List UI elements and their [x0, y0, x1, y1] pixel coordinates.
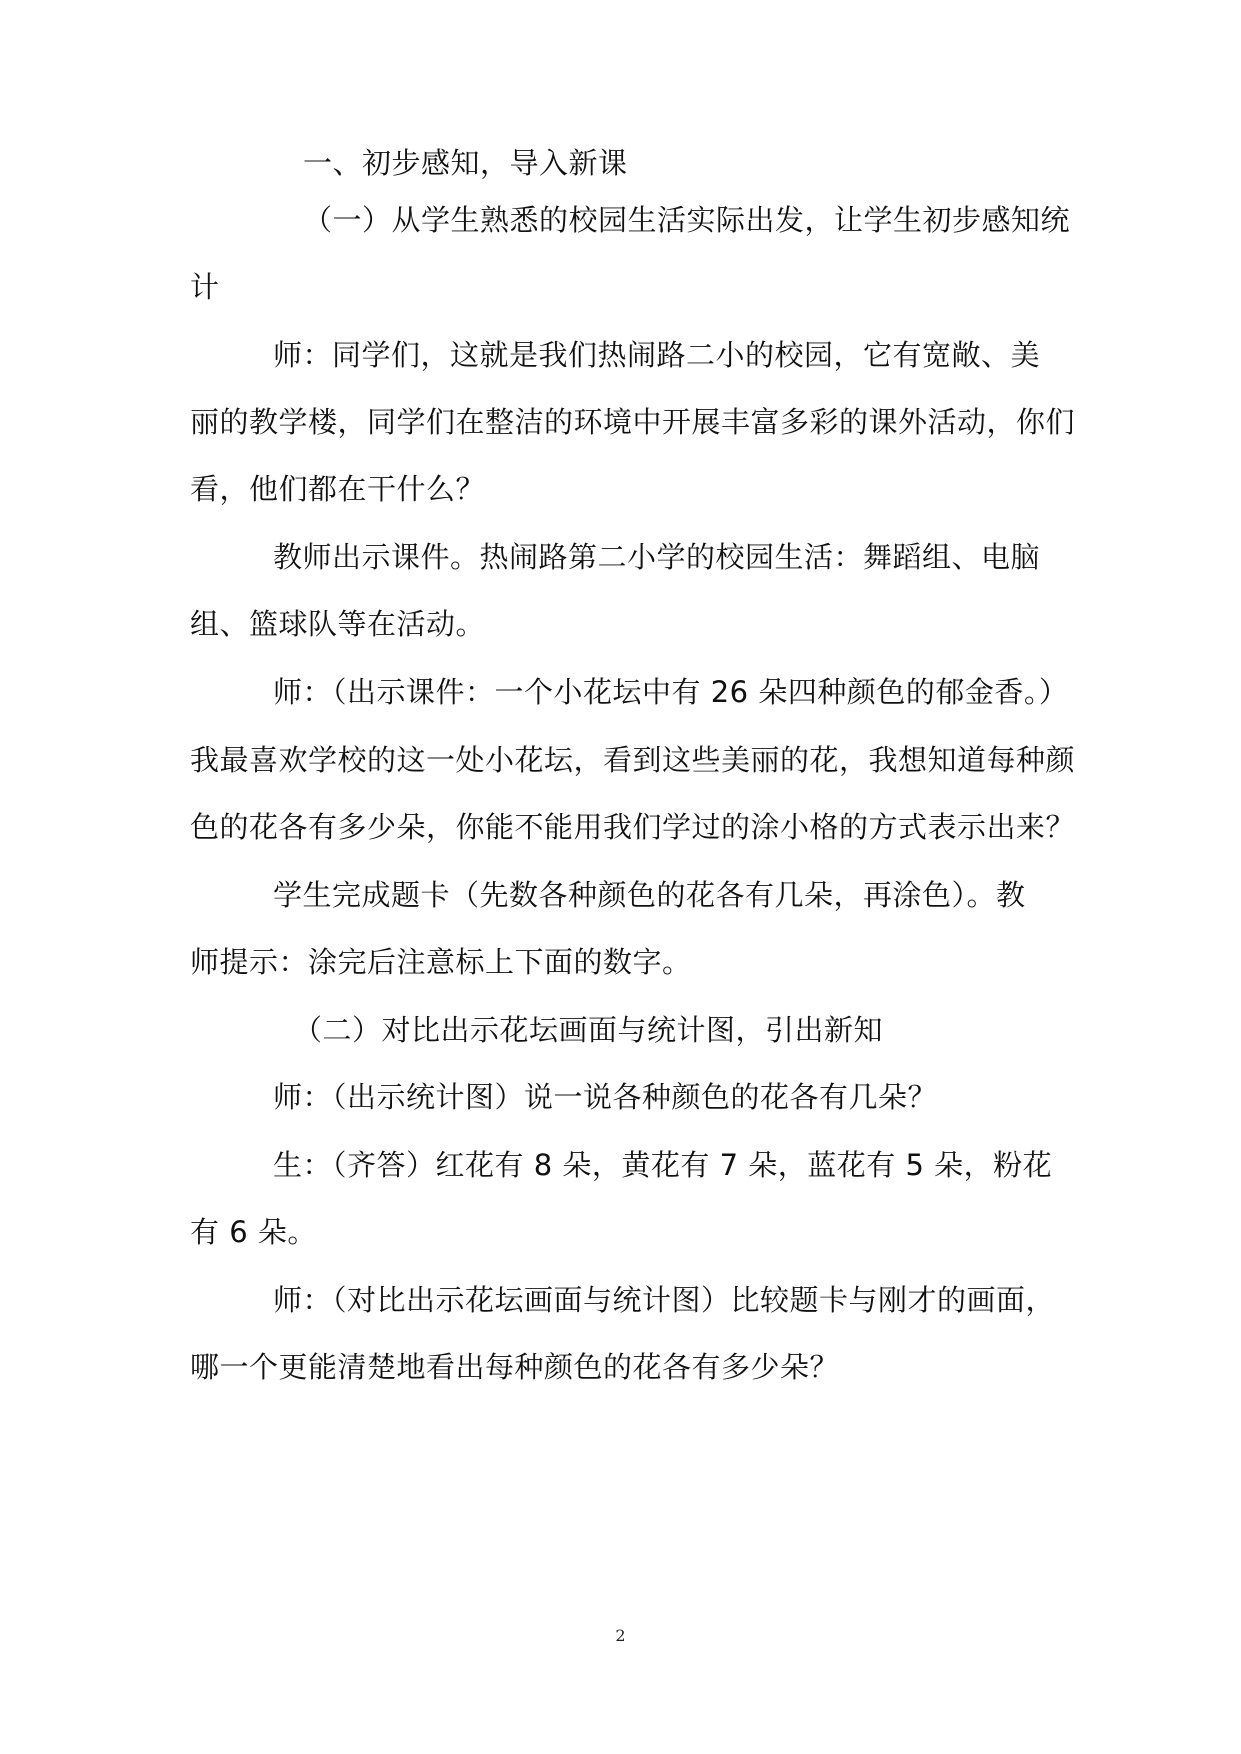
paragraph-courseware-line-1: 教师出示课件。热闹路第二小学的校园生活：舞蹈组、电脑 — [273, 540, 1041, 574]
paragraph-teacher-intro-line-2: 丽的教学楼，同学们在整洁的环境中开展丰富多彩的课外活动，你们 — [190, 405, 1076, 439]
paragraph-student-answer-line-1: 生：（齐答）红花有 8 朵，黄花有 7 朵，蓝花有 5 朵，粉花 — [273, 1148, 1053, 1182]
section-heading: 一、初步感知，导入新课 — [303, 146, 628, 180]
paragraph-flowerbed-line-2: 我最喜欢学校的这一处小花坛，看到这些美丽的花，我想知道每种颜 — [190, 743, 1076, 777]
paragraph-task-card-line-1: 学生完成题卡（先数各种颜色的花各有几朵，再涂色）。教 — [273, 878, 1026, 912]
paragraph-courseware-line-2: 组、篮球队等在活动。 — [190, 607, 486, 641]
subsection-heading-line-2: 计 — [190, 270, 220, 304]
subsection-heading-2: （二）对比出示花坛画面与统计图，引出新知 — [293, 1013, 884, 1047]
paragraph-teacher-intro-line-3: 看，他们都在干什么？ — [190, 472, 486, 506]
subsection-heading-line-1: （一）从学生熟悉的校园生活实际出发，让学生初步感知统 — [303, 203, 1071, 237]
page-number: 2 — [615, 1626, 626, 1645]
paragraph-flowerbed-line-1: 师：（出示课件：一个小花坛中有 26 朵四种颜色的郁金香。） — [273, 675, 1069, 709]
paragraph-flowerbed-line-3: 色的花各有多少朵，你能不能用我们学过的涂小格的方式表示出来？ — [190, 810, 1076, 844]
paragraph-compare-line-2: 哪一个更能清楚地看出每种颜色的花各有多少朵？ — [190, 1350, 840, 1384]
paragraph-task-card-line-2: 师提示：涂完后注意标上下面的数字。 — [190, 945, 692, 979]
paragraph-student-answer-line-2: 有 6 朵。 — [190, 1215, 317, 1249]
paragraph-show-chart: 师：（出示统计图）说一说各种颜色的花各有几朵？ — [273, 1080, 938, 1114]
paragraph-compare-line-1: 师：（对比出示花坛画面与统计图）比较题卡与刚才的画面， — [273, 1283, 1056, 1317]
paragraph-teacher-intro-line-1: 师：同学们，这就是我们热闹路二小的校园，它有宽敞、美 — [273, 338, 1041, 372]
